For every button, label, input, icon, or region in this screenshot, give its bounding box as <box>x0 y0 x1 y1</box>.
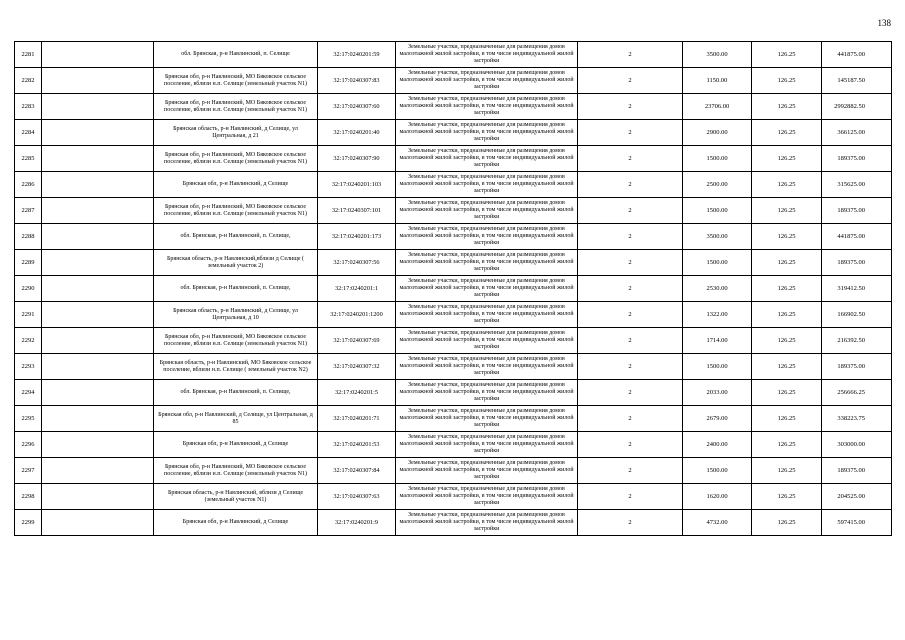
specific-value-cell: 126.25 <box>752 354 822 380</box>
cadastral-value-cell: 441875.00 <box>822 224 892 250</box>
group-cell: 2 <box>578 94 683 120</box>
area-cell: 2033.00 <box>683 380 752 406</box>
cadastral-number-cell: 32:17:0240307:83 <box>318 68 396 94</box>
area-cell: 23706.00 <box>683 94 752 120</box>
table-row <box>15 42 892 68</box>
land-use-cell: Земельные участки, предназначенные для размещения домов малоэтажной жилой застройки, в том числе индивидуальной жилой застройки <box>396 510 578 536</box>
blank-cell <box>42 250 154 276</box>
table-body <box>15 42 892 536</box>
land-use-cell: Земельные участки, предназначенные для размещения домов малоэтажной жилой застройки, в том числе индивидуальной жилой застройки <box>396 120 578 146</box>
land-use-cell: Земельные участки, предназначенные для размещения домов малоэтажной жилой застройки, в том числе индивидуальной жилой застройки <box>396 276 578 302</box>
blank-cell <box>42 42 154 68</box>
group-cell: 2 <box>578 458 683 484</box>
blank-cell <box>42 328 154 354</box>
land-use-cell: Земельные участки, предназначенные для размещения домов малоэтажной жилой застройки, в том числе индивидуальной жилой застройки <box>396 328 578 354</box>
row-number-cell: 2298 <box>15 484 42 510</box>
cadastral-value-cell: 189375.00 <box>822 198 892 224</box>
blank-cell <box>42 68 154 94</box>
blank-cell <box>42 224 154 250</box>
address-cell: Брянская область, р-н Навлинский, д Селище, ул Центральная, д 21 <box>154 120 318 146</box>
group-cell: 2 <box>578 198 683 224</box>
specific-value-cell: 126.25 <box>752 328 822 354</box>
blank-cell <box>42 302 154 328</box>
address-cell: Брянская область, р-н Навлинский, вблизи д Селище (земельный участок N1) <box>154 484 318 510</box>
cadastral-value-cell: 315625.00 <box>822 172 892 198</box>
table-row <box>15 328 892 354</box>
specific-value-cell: 126.25 <box>752 458 822 484</box>
area-cell: 2679.00 <box>683 406 752 432</box>
table-row <box>15 354 892 380</box>
cadastral-number-cell: 32:17:0240201:5 <box>318 380 396 406</box>
table-row <box>15 458 892 484</box>
cadastral-value-table <box>14 41 892 536</box>
blank-cell <box>42 380 154 406</box>
land-use-cell: Земельные участки, предназначенные для размещения домов малоэтажной жилой застройки, в том числе индивидуальной жилой застройки <box>396 406 578 432</box>
specific-value-cell: 126.25 <box>752 302 822 328</box>
blank-cell <box>42 510 154 536</box>
area-cell: 2500.00 <box>683 172 752 198</box>
land-use-cell: Земельные участки, предназначенные для размещения домов малоэтажной жилой застройки, в том числе индивидуальной жилой застройки <box>396 458 578 484</box>
blank-cell <box>42 484 154 510</box>
table-row <box>15 120 892 146</box>
cadastral-value-cell: 189375.00 <box>822 458 892 484</box>
blank-cell <box>42 172 154 198</box>
address-cell: Брянская обл, р-н Навлинский, д Селище <box>154 432 318 458</box>
land-use-cell: Земельные участки, предназначенные для размещения домов малоэтажной жилой застройки, в том числе индивидуальной жилой застройки <box>396 354 578 380</box>
cadastral-number-cell: 32:17:0240307:60 <box>318 94 396 120</box>
cadastral-number-cell: 32:17:0240201:40 <box>318 120 396 146</box>
land-use-cell: Земельные участки, предназначенные для размещения домов малоэтажной жилой застройки, в том числе индивидуальной жилой застройки <box>396 224 578 250</box>
table-row <box>15 484 892 510</box>
blank-cell <box>42 276 154 302</box>
page-number: 138 <box>877 18 891 28</box>
specific-value-cell: 126.25 <box>752 250 822 276</box>
cadastral-number-cell: 32:17:0240201:173 <box>318 224 396 250</box>
row-number-cell: 2293 <box>15 354 42 380</box>
row-number-cell: 2292 <box>15 328 42 354</box>
address-cell: обл. Брянская, р-н Навлинский, п. Селище <box>154 42 318 68</box>
table-row <box>15 406 892 432</box>
area-cell: 1500.00 <box>683 250 752 276</box>
group-cell: 2 <box>578 42 683 68</box>
cadastral-value-cell: 216392.50 <box>822 328 892 354</box>
cadastral-number-cell: 32:17:0240201:103 <box>318 172 396 198</box>
address-cell: Брянская обл, р-н Навлинский, МО Бяковское сельское поселение, вблизи н.п. Селище (земельный участок N1) <box>154 68 318 94</box>
address-cell: Брянская обл, р-н Навлинский, МО Бяковское сельское поселение, вблизи н.п. Селище (земельный участок N1) <box>154 328 318 354</box>
area-cell: 1500.00 <box>683 354 752 380</box>
land-use-cell: Земельные участки, предназначенные для размещения домов малоэтажной жилой застройки, в том числе индивидуальной жилой застройки <box>396 302 578 328</box>
blank-cell <box>42 198 154 224</box>
row-number-cell: 2294 <box>15 380 42 406</box>
cadastral-value-cell: 189375.00 <box>822 354 892 380</box>
address-cell: Брянская обл, р-н Навлинский, МО Бяковское сельское поселение, вблизи н.п. Селище (земельный участок N1) <box>154 146 318 172</box>
cadastral-value-cell: 166902.50 <box>822 302 892 328</box>
group-cell: 2 <box>578 276 683 302</box>
row-number-cell: 2281 <box>15 42 42 68</box>
blank-cell <box>42 406 154 432</box>
cadastral-value-cell: 319412.50 <box>822 276 892 302</box>
area-cell: 3500.00 <box>683 224 752 250</box>
cadastral-number-cell: 32:17:0240201:1200 <box>318 302 396 328</box>
land-use-cell: Земельные участки, предназначенные для размещения домов малоэтажной жилой застройки, в том числе индивидуальной жилой застройки <box>396 172 578 198</box>
address-cell: Брянская обл, р-н Навлинский, д Селище <box>154 172 318 198</box>
group-cell: 2 <box>578 68 683 94</box>
area-cell: 1620.00 <box>683 484 752 510</box>
row-number-cell: 2287 <box>15 198 42 224</box>
specific-value-cell: 126.25 <box>752 68 822 94</box>
area-cell: 3500.00 <box>683 42 752 68</box>
blank-cell <box>42 354 154 380</box>
group-cell: 2 <box>578 510 683 536</box>
group-cell: 2 <box>578 406 683 432</box>
cadastral-value-cell: 597415.00 <box>822 510 892 536</box>
cadastral-number-cell: 32:17:0240201:53 <box>318 432 396 458</box>
group-cell: 2 <box>578 146 683 172</box>
land-use-cell: Земельные участки, предназначенные для размещения домов малоэтажной жилой застройки, в том числе индивидуальной жилой застройки <box>396 68 578 94</box>
cadastral-number-cell: 32:17:0240307:32 <box>318 354 396 380</box>
cadastral-value-cell: 2992882.50 <box>822 94 892 120</box>
table-row <box>15 198 892 224</box>
cadastral-value-cell: 441875.00 <box>822 42 892 68</box>
land-use-cell: Земельные участки, предназначенные для размещения домов малоэтажной жилой застройки, в том числе индивидуальной жилой застройки <box>396 380 578 406</box>
group-cell: 2 <box>578 250 683 276</box>
cadastral-number-cell: 32:17:0240201:71 <box>318 406 396 432</box>
table-row <box>15 432 892 458</box>
cadastral-number-cell: 32:17:0240201:9 <box>318 510 396 536</box>
land-use-cell: Земельные участки, предназначенные для размещения домов малоэтажной жилой застройки, в том числе индивидуальной жилой застройки <box>396 250 578 276</box>
address-cell: Брянская область, р-н Навлинский,вблизи д Селище ( земельный участок 2) <box>154 250 318 276</box>
row-number-cell: 2288 <box>15 224 42 250</box>
address-cell: обл. Брянская, р-н Навлинский, п. Селище, <box>154 276 318 302</box>
blank-cell <box>42 146 154 172</box>
table-row <box>15 276 892 302</box>
cadastral-value-cell: 204525.00 <box>822 484 892 510</box>
group-cell: 2 <box>578 432 683 458</box>
table-row <box>15 510 892 536</box>
address-cell: Брянская обл, р-н Навлинский, д Селище <box>154 510 318 536</box>
address-cell: Брянская обл, р-н Навлинский, МО Бяковское сельское поселение, вблизи н.п. Селище (земельный участок N1) <box>154 458 318 484</box>
land-use-cell: Земельные участки, предназначенные для размещения домов малоэтажной жилой застройки, в том числе индивидуальной жилой застройки <box>396 94 578 120</box>
row-number-cell: 2299 <box>15 510 42 536</box>
cadastral-number-cell: 32:17:0240307:69 <box>318 328 396 354</box>
specific-value-cell: 126.25 <box>752 484 822 510</box>
land-use-cell: Земельные участки, предназначенные для размещения домов малоэтажной жилой застройки, в том числе индивидуальной жилой застройки <box>396 146 578 172</box>
specific-value-cell: 126.25 <box>752 406 822 432</box>
cadastral-value-cell: 338223.75 <box>822 406 892 432</box>
specific-value-cell: 126.25 <box>752 94 822 120</box>
cadastral-number-cell: 32:17:0240201:1 <box>318 276 396 302</box>
table-row <box>15 68 892 94</box>
cadastral-value-cell: 366125.00 <box>822 120 892 146</box>
row-number-cell: 2296 <box>15 432 42 458</box>
land-use-cell: Земельные участки, предназначенные для размещения домов малоэтажной жилой застройки, в том числе индивидуальной жилой застройки <box>396 432 578 458</box>
area-cell: 1500.00 <box>683 146 752 172</box>
specific-value-cell: 126.25 <box>752 42 822 68</box>
group-cell: 2 <box>578 354 683 380</box>
address-cell: Брянская область, р-н Навлинский, МО Бяковское сельское поселение, вблизи н.п. Селище ( земельный участок N2) <box>154 354 318 380</box>
cadastral-number-cell: 32:17:0240307:84 <box>318 458 396 484</box>
cadastral-number-cell: 32:17:0240307:90 <box>318 146 396 172</box>
area-cell: 4732.00 <box>683 510 752 536</box>
group-cell: 2 <box>578 380 683 406</box>
area-cell: 2900.00 <box>683 120 752 146</box>
row-number-cell: 2291 <box>15 302 42 328</box>
land-use-cell: Земельные участки, предназначенные для размещения домов малоэтажной жилой застройки, в том числе индивидуальной жилой застройки <box>396 198 578 224</box>
cadastral-number-cell: 32:17:0240307:101 <box>318 198 396 224</box>
cadastral-value-cell: 145187.50 <box>822 68 892 94</box>
cadastral-value-cell: 303000.00 <box>822 432 892 458</box>
group-cell: 2 <box>578 302 683 328</box>
area-cell: 2530.00 <box>683 276 752 302</box>
row-number-cell: 2285 <box>15 146 42 172</box>
specific-value-cell: 126.25 <box>752 120 822 146</box>
address-cell: Брянская обл, р-н Навлинский, МО Бяковское сельское поселение, вблизи н.п. Селище (земельный участок N1) <box>154 94 318 120</box>
table-row <box>15 146 892 172</box>
area-cell: 1500.00 <box>683 458 752 484</box>
specific-value-cell: 126.25 <box>752 172 822 198</box>
land-use-cell: Земельные участки, предназначенные для размещения домов малоэтажной жилой застройки, в том числе индивидуальной жилой застройки <box>396 42 578 68</box>
row-number-cell: 2282 <box>15 68 42 94</box>
land-use-cell: Земельные участки, предназначенные для размещения домов малоэтажной жилой застройки, в том числе индивидуальной жилой застройки <box>396 484 578 510</box>
area-cell: 1714.00 <box>683 328 752 354</box>
table-row <box>15 172 892 198</box>
row-number-cell: 2283 <box>15 94 42 120</box>
specific-value-cell: 126.25 <box>752 380 822 406</box>
row-number-cell: 2284 <box>15 120 42 146</box>
group-cell: 2 <box>578 120 683 146</box>
blank-cell <box>42 120 154 146</box>
table-row <box>15 380 892 406</box>
row-number-cell: 2290 <box>15 276 42 302</box>
row-number-cell: 2295 <box>15 406 42 432</box>
area-cell: 2400.00 <box>683 432 752 458</box>
table-row <box>15 250 892 276</box>
group-cell: 2 <box>578 484 683 510</box>
row-number-cell: 2289 <box>15 250 42 276</box>
cadastral-number-cell: 32:17:0240307:56 <box>318 250 396 276</box>
group-cell: 2 <box>578 172 683 198</box>
row-number-cell: 2286 <box>15 172 42 198</box>
group-cell: 2 <box>578 328 683 354</box>
specific-value-cell: 126.25 <box>752 432 822 458</box>
row-number-cell: 2297 <box>15 458 42 484</box>
table-row <box>15 224 892 250</box>
cadastral-value-cell: 256666.25 <box>822 380 892 406</box>
area-cell: 1500.00 <box>683 198 752 224</box>
group-cell: 2 <box>578 224 683 250</box>
specific-value-cell: 126.25 <box>752 276 822 302</box>
specific-value-cell: 126.25 <box>752 224 822 250</box>
cadastral-number-cell: 32:17:0240201:59 <box>318 42 396 68</box>
blank-cell <box>42 432 154 458</box>
specific-value-cell: 126.25 <box>752 198 822 224</box>
address-cell: Брянская область, р-н Навлинский, д Селище, ул Центральная, д 10 <box>154 302 318 328</box>
blank-cell <box>42 94 154 120</box>
cadastral-number-cell: 32:17:0240307:63 <box>318 484 396 510</box>
cadastral-value-cell: 189375.00 <box>822 146 892 172</box>
address-cell: обл. Брянская, р-н Навлинский, п. Селище, <box>154 224 318 250</box>
area-cell: 1150.00 <box>683 68 752 94</box>
table-row <box>15 94 892 120</box>
blank-cell <box>42 458 154 484</box>
table-row <box>15 302 892 328</box>
address-cell: Брянская обл, р-н Навлинский, д Селище, ул Центральная, д 85 <box>154 406 318 432</box>
address-cell: обл. Брянская, р-н Навлинский, п. Селище, <box>154 380 318 406</box>
specific-value-cell: 126.25 <box>752 146 822 172</box>
address-cell: Брянская обл, р-н Навлинский, МО Бяковское сельское поселение, вблизи н.п. Селище (земельный участок N1) <box>154 198 318 224</box>
cadastral-value-cell: 189375.00 <box>822 250 892 276</box>
specific-value-cell: 126.25 <box>752 510 822 536</box>
area-cell: 1322.00 <box>683 302 752 328</box>
